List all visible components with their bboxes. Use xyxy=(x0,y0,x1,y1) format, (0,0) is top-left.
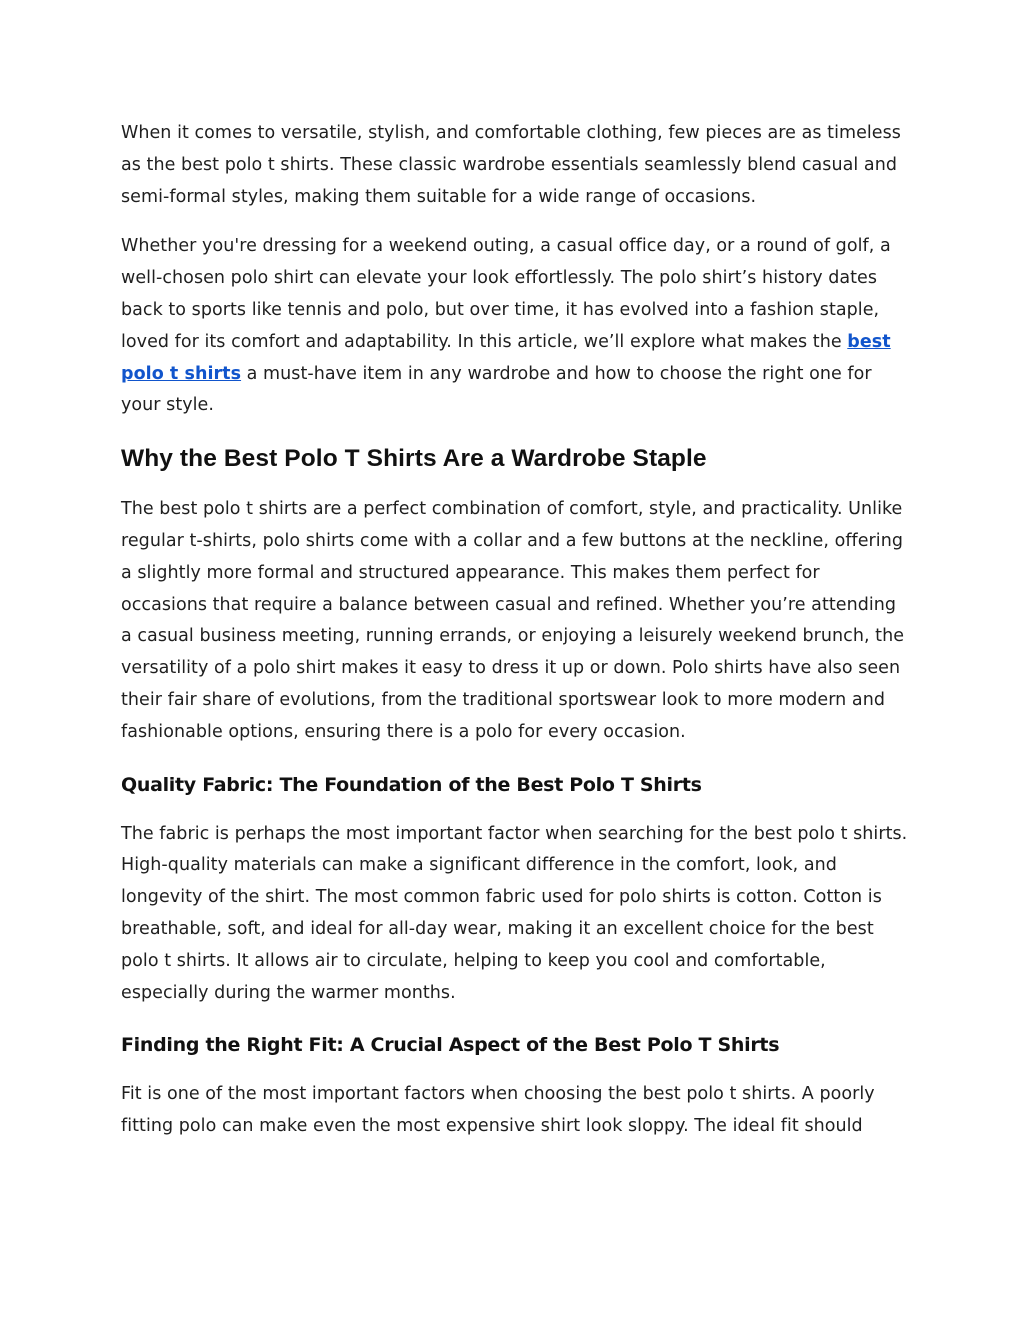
best-polo-t-shirts-link[interactable]: best polo t shirts xyxy=(121,331,891,384)
quality-fabric-paragraph: The fabric is perhaps the most important factor when searching for the best polo t shirts. High-quality materials can make a significant difference in the comfort, look, and longevity of the shirt. The most common fabric used for polo shirts is cotton. Cotton is breathable, soft, and ideal for all-day wear, making it an excellent choice for the best polo t shirts. It allows air to circulate, helping to keep you cool and comfortable, especially during the warmer months. xyxy=(121,823,908,1003)
history-paragraph-text-start: Whether you're dressing for a weekend outing, a casual office day, or a round of golf, a well-chosen polo shirt can elevate your look effortlessly. The polo shirt’s history dates back to sports like tennis and polo, but over time, it has evolved into a fashion staple, loved for its comfort and adaptability. In this article, we’ll explore what makes the xyxy=(121,236,891,352)
sub-heading-quality-fabric: Quality Fabric: The Foundation of the Best Polo T Shirts xyxy=(121,773,702,796)
right-fit-paragraph: Fit is one of the most important factors when choosing the best polo t shirts. A poorly fitting polo can make even the most expensive shirt look sloppy. The ideal fit should xyxy=(121,1084,875,1137)
intro-paragraph: When it comes to versatile, stylish, and comfortable clothing, few pieces are as timeless as the best polo t shirts. These classic wardrobe essentials seamlessly blend casual and semi-formal styles, making them suitable for a wide range of occasions. xyxy=(121,123,901,207)
wardrobe-staple-paragraph: The best polo t shirts are a perfect combination of comfort, style, and practicality. Unlike regular t-shirts, polo shirts come with a collar and a few buttons at the neckline, offering a slightly more formal and structured appearance. This makes them perfect for occasions that require a balance between casual and refined. Whether you’re attending a casual business meeting, running errands, or enjoying a leisurely weekend brunch, the versatility of a polo shirt makes it easy to dress it up or down. Polo shirts have also seen their fair share of evolutions, from the traditional sportswear look to more modern and fashionable options, ensuring there is a polo for every occasion. xyxy=(121,499,905,742)
document-page xyxy=(121,118,911,1163)
history-paragraph-text-end: a must-have item in any wardrobe and how to choose the right one for your style. xyxy=(121,363,872,416)
history-paragraph xyxy=(121,231,911,422)
section-heading-wardrobe-staple: Why the Best Polo T Shirts Are a Wardrobe Staple xyxy=(121,445,707,473)
sub-heading-right-fit: Finding the Right Fit: A Crucial Aspect of the Best Polo T Shirts xyxy=(121,1034,780,1057)
